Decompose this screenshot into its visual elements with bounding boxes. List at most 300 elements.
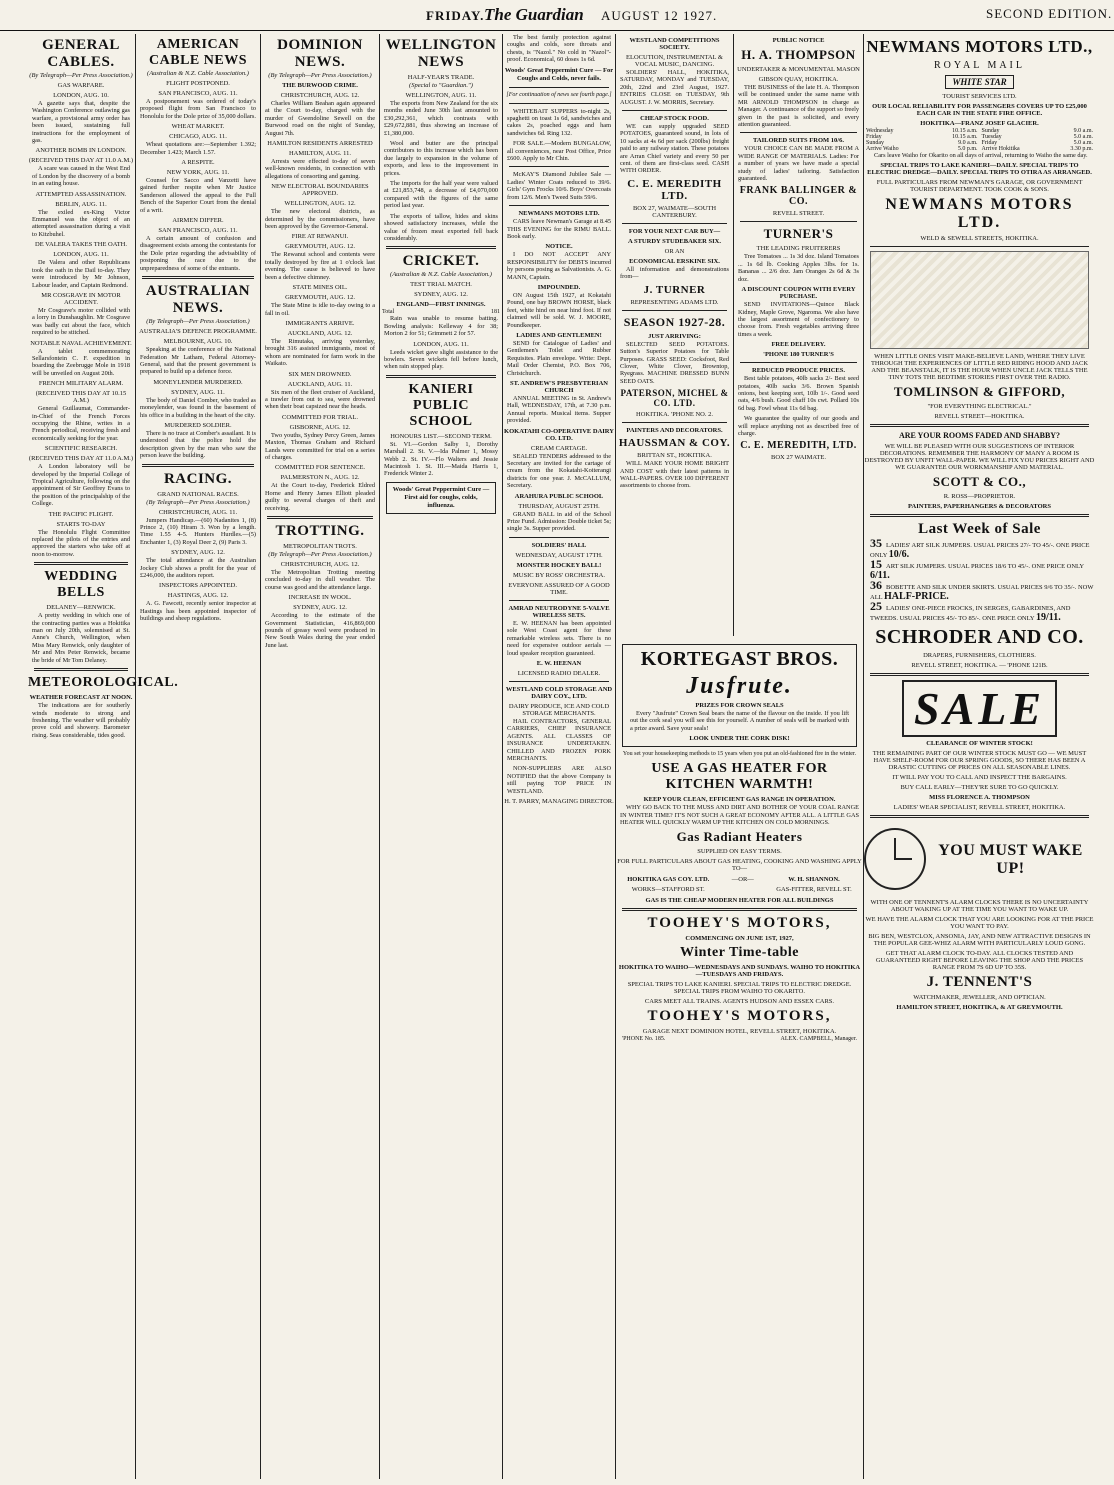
- ad-text: WE can supply upgraded SEED POTATOES, guaranteed sound, in lots of 10 sacks at 4s 6d per sack (200lbs) freight paid to any railway station. These potatoes are Arran Chief variety and every 50 per cent. of them are first-class seed. CASH WITH ORDER.: [620, 123, 729, 175]
- story-text: According to the estimate of the Government Statistician, 416,869,000 pounds of greasy wool were produced in New South Wales during the year ended June last.: [265, 612, 375, 649]
- story-text: The Metropolitan Trotting meeting concluded to-day in dull weather. The course was good and the attendance large.: [265, 569, 375, 591]
- sale-items-list: [864, 536, 1095, 624]
- story-text: Wheat quotations are:—September 1.392; December 1.423; March 1.57.: [140, 141, 256, 156]
- ad-text: YOUR CHOICE CAN BE MADE FROM A WIDE RANGE OF MATERIALS. Ladies: For a number of years we have made a special study of ladies' tailoring. Satisfaction guaranteed.: [738, 145, 859, 183]
- sale-item: [864, 599, 1095, 624]
- story-subheading: STARTS TO-DAY: [56, 520, 106, 528]
- timetable-time: 10.15 a.m.: [952, 128, 978, 134]
- story-heading: ANOTHER BOMB IN LONDON.: [35, 147, 127, 155]
- ad-text: SPECIAL TRIPS TO LAKE KANIERI. SPECIAL TRIPS TO ELECTRIC DREDGE. SPECIAL TRIPS FROM WAIHO TO OKARITO.: [627, 981, 852, 996]
- story-text: Leeds wicket gave slight assistance to the bowlers. Seven wickets fell before lunch, when rain stopped play.: [384, 348, 498, 371]
- total-value: 181: [491, 309, 500, 316]
- timetable-day: Friday: [866, 134, 882, 140]
- story-text: Wool and butter are the principal contributors to this increase which has been due largely to expansion in the volume of exports, and less to the improvement in prices.: [384, 140, 498, 177]
- story-dateline: (RECEIVED THIS DAY AT 11.0 A.M.): [28, 157, 134, 165]
- ad-text: THE BUSINESS of the late H. A. Thompson will be continued under the same name with MR ARNOLD THOMPSON in charge as Manager. A continuance of the support so freely given in the past is solicited, and every attention guaranteed.: [738, 84, 860, 129]
- story-heading: ATTEMPTED ASSASSINATION.: [35, 190, 127, 198]
- ad-business-name: HOKITIKA GAS COY. LTD.: [627, 876, 710, 884]
- divider: [622, 422, 727, 423]
- byline: (By Telegraph—Per Press Association.): [146, 318, 250, 326]
- story-subheading: DELANEY—RENWICK.: [46, 604, 116, 612]
- ad-subheading: JUST ARRIVING:: [648, 332, 701, 340]
- ad-address: GIBSON QUAY, HOKITIKA.: [758, 76, 839, 83]
- divider: [509, 103, 609, 104]
- ad-tagline: PAINTERS, PAPERHANGERS & DECORATORS: [908, 503, 1051, 511]
- ad-text: IT WILL PAY YOU TO CALL AND INSPECT THE BARGAINS.: [892, 774, 1067, 782]
- ad-text: SEALED TENDERS addressed to the Secretary are invited for the cartage of cream from the Kokatahi-Koiterangi districts for one year. J. McCALLUM, Secretary.: [507, 452, 611, 490]
- story-text: Arrests were effected to-day of seven well-known residents, in connection with allegations of consorting and gaming.: [265, 158, 375, 180]
- ad-heading: AMRAD NEUTRODYNE 5-VALVE WIRELESS SETS.: [508, 604, 610, 619]
- ad-business-name: W. H. SHANNON.: [788, 876, 840, 884]
- story-dateline: SYDNEY, AUG. 12.: [414, 291, 468, 299]
- ad-text: FOR FULL PARTICULARS ABOUT GAS HEATING, COOKING AND WASHING APPLY TO—: [617, 858, 862, 873]
- story-dateline: HASTINGS, AUG. 12.: [167, 592, 229, 600]
- ad-business-name: HAUSSMAN & COY.: [618, 437, 731, 450]
- story-text: A postponement was ordered of today's proposed flight from San Francisco to Honolulu for the Dole prize of 35,000 dollars.: [140, 98, 256, 120]
- story-heading: FLIGHT POSTPONED.: [166, 80, 230, 87]
- story-heading: HAMILTON RESIDENTS ARRESTED: [267, 140, 373, 148]
- ad-heading: Gas Radiant Heaters: [676, 829, 803, 845]
- ad-heading: ST. ANDREW'S PRESBYTERIAN CHURCH: [510, 380, 608, 394]
- ad-business-name: SCOTT & CO.,: [932, 474, 1027, 490]
- story-heading: AIRMEN DIFFER.: [172, 217, 224, 225]
- ad-subheading: EVERYONE ASSURED OF A GOOD TIME.: [508, 581, 610, 596]
- story-subheading: WEATHER FORECAST AT NOON.: [29, 694, 133, 702]
- ad-or: —OR—: [731, 876, 754, 884]
- ad-subheading: A DISCOUNT COUPON WITH EVERY PURCHASE.: [741, 286, 856, 301]
- story-text: A tablet commemorating Sellarsfontein C. F. expedition in boarding the Zeebrugge Mole in 1918 will be unveiled on August 20th.: [32, 347, 130, 377]
- ad-subheading: DAIRY PRODUCE, ICE AND COLD STORAGE MERCHANTS.: [508, 702, 610, 717]
- timetable-time: 10.15 a.m.: [952, 134, 978, 140]
- ad-text: Every "Jusfrute" Crown Seal bears the name of the flavour on the inside. If you lift out the cork seal you will see this for yourself. A number of seals will be marked with a prize award. Save your seals!: [630, 710, 849, 732]
- ad-text: SPECIAL TRIPS TO LAKE KANIERI—DAILY. SPECIAL TRIPS TO ELECTRIC DREDGE—DAILY. SPECIAL TRIPS TO OTIRA AS ARRANGED.: [867, 162, 1092, 177]
- ad-signature: H. T. PARRY, MANAGING DIRECTOR.: [504, 797, 614, 805]
- wide-ads-block: [615, 640, 863, 1479]
- ad-text: SEND INVITATIONS—Quince Black Kidney, Maple Grove, Ngaroma. We also have the largest assortment of confectionery to choose from. Fresh vegetables arriving three times a week.: [738, 301, 859, 338]
- ad-heading: LADIES AND GENTLEMEN!: [516, 331, 602, 339]
- ad-subheading: R. ROSS—PROPRIETOR.: [943, 493, 1016, 501]
- story-heading: GAS WARFARE.: [57, 82, 105, 89]
- story-heading: COMMITTED FOR SENTENCE.: [274, 464, 366, 472]
- sale-item-description: BOBETTE AND SILK UNDER SKIRTS. USUAL PRICES 9/6 TO 35/-. NOW ALL: [870, 584, 1094, 602]
- ad-heading: E. W. HEENAN: [536, 659, 582, 667]
- section-heading: WEDDING BELLS: [44, 569, 118, 601]
- ad-text: Best table potatoes, 40lb sacks 2/- Best seed potatoes, 40lb sacks 3/6. Brown Spanish onions, best keeping sort, 10lb 1/-. Good seed oats, 4/6 bush. Good chaff 10s cwt. Pollard 10s 6d bag. Fowl wheat 11s 6d bag.: [738, 375, 859, 412]
- timetable-day: Wednesday: [866, 128, 894, 134]
- story-text: At the Court to-day, Frederick Eldred Horne and Henry James Elliott pleaded guilty to several charges of theft and receiving.: [265, 482, 375, 512]
- story-dateline: WELLINGTON, AUG. 11.: [405, 92, 477, 99]
- story-text: Counsel for Sacco and Vanzetti have gained further respite when Mr Justice Sanderson allowed the appeal to the Full Bench of the Superior Court from the denial of a writ.: [140, 177, 256, 214]
- kortegast-ad: [622, 644, 857, 747]
- ad-subheading: COMMENCING ON JUNE 1ST, 1927,: [685, 935, 794, 943]
- column-classifieds-1: [502, 34, 615, 1479]
- ad-phone: 'PHONE 180 TURNER'S: [763, 351, 834, 359]
- sale-item-quantity: 25: [870, 599, 882, 614]
- column-dominion-news: [260, 34, 379, 1479]
- ad-subheading: DRAPERS, FURNISHERS, CLOTHIERS.: [923, 652, 1036, 660]
- bedtime-radio-illustration: [870, 251, 1089, 349]
- story-text: Rain was unable to resume batting. Bowling analysis: Kelleway 4 for 38; Morton 2 for 51; Grimmett 2 for 57.: [384, 315, 498, 338]
- story-text: Jumpers Handicap.—(60) Nadanites 1, (8) Prince 2, (10) Hiram 3. Won by a length. Time 1.55 4-5. Hunters Hurdles.—(5) Enchanter 1, (3) Royal Deer 2, (9) Paris 3.: [140, 516, 256, 546]
- sale-item-price: HALF-PRICE.: [884, 591, 949, 603]
- column-general-cables: [28, 34, 179, 1479]
- ad-heading: Last Week of Sale: [918, 521, 1041, 538]
- ad-text: SELECTED SEED POTATOES. Sutton's Superior Potatoes for Table Purposes. GRASS SEED: Cocksfoot, Red Clover, White Clover, Browntop, Ryegrass. MACHINE DRESSED BUNN SEED OATS.: [620, 340, 729, 385]
- sale-item-description: LADIES' ONE-PIECE FROCKS, IN SERGES, GABARDINES, AND TWEEDS. USUAL PRICES 45/- TO 85/-. ONE PRICE ONLY: [870, 605, 1071, 623]
- story-heading: A RESPITE.: [181, 159, 215, 167]
- byline: (By Telegraph—Per Press Association.): [29, 72, 133, 79]
- timetable-time: 9.0 a.m.: [1073, 128, 1093, 134]
- ad-text: ON August 15th 1927, at Kokatahi Pound, one bay BROWN HORSE, black feet, white hind on near hind foot. If not claimed will be sold. W. J. MOORE, Poundkeeper.: [507, 291, 611, 329]
- story-text: There is no trace at Comber's assailant. It is understood that the police hold the description given by the man who saw the person leave the building.: [140, 429, 256, 460]
- column-classifieds-3: [733, 34, 863, 636]
- divider: [34, 562, 128, 565]
- ad-text: CARS leave Newman's Garage at 8.45 THIS EVENING for the RIMU BALL. Book early.: [507, 218, 611, 240]
- story-dateline: GISBORNE, AUG. 12.: [289, 423, 351, 431]
- story-dateline: AUCKLAND, AUG. 11.: [287, 380, 353, 388]
- divider: [509, 205, 609, 206]
- ad-business-name: NEWMANS MOTORS LTD.: [885, 196, 1074, 232]
- story-text: The Honolulu Flight Committee replaced the pilots of the entries and approved the starters who take off at noon to-morrow.: [32, 528, 130, 558]
- section-heading: RACING.: [163, 470, 233, 487]
- timetable-day: Arrive Hokitika: [981, 146, 1020, 152]
- timetable-day: Sunday: [981, 128, 1000, 134]
- ad-address: HOKITIKA. 'PHONE NO. 2.: [636, 411, 713, 419]
- story-text: A. G. Fawcett, recently senior inspector at Hastings has been appointed inspector of buildings and sheep regulations.: [140, 600, 256, 623]
- ad-subheading: SUPPLIED ON EASY TERMS.: [697, 848, 782, 856]
- sale-item-description: ART SILK JUMPERS. USUAL PRICES 18/6 TO 45/-. ONE PRICE ONLY: [886, 563, 1084, 571]
- ad-text: HOKITIKA TO WAIHO—WEDNESDAYS AND SUNDAYS. WAIHO TO HOKITIKA—TUESDAYS AND FRIDAYS.: [618, 964, 861, 979]
- total-label: Total: [382, 309, 395, 316]
- ad-address: BRITTAN ST., HOKITIKA.: [637, 452, 712, 460]
- ad-subheading: PRIZES FOR CROWN SEALS: [695, 702, 784, 709]
- ad-subheading: LICENSED RADIO DEALER.: [517, 669, 601, 677]
- section-heading: WELLINGTON NEWS: [385, 37, 497, 70]
- story-heading: COMMITTED FOR TRIAL.: [282, 413, 358, 421]
- ad-subheading: THURSDAY, AUGUST 25TH.: [518, 502, 600, 510]
- ad-heading: Winter Time-table: [679, 945, 800, 961]
- alarm-clock-icon: [864, 828, 926, 890]
- sale-item-quantity: 35: [870, 536, 882, 551]
- ad-text: ANNUAL MEETING in St. Andrew's Hall, WEDNESDAY, 17th, at 7.30 p.m. Annual reports. Musical items. Supper provided.: [507, 395, 611, 425]
- story-dateline: WELLINGTON, AUG. 12.: [284, 200, 356, 208]
- story-text: Charles William Beahan again appeared at the Court to-day, charged with the murder of Gwendoline Sewell on the Burwood road on the night of Sunday, August 7th.: [265, 100, 375, 137]
- jusfrute-logo: Jusfrute.: [686, 673, 793, 699]
- ad-business-name: H. A. THOMPSON: [741, 47, 856, 62]
- story-text: Six men of the fleet cruiser of Auckland, a trawler from out to sea, were drowned when their boat capsized near the heads.: [265, 388, 375, 411]
- story-dateline: PALMERSTON N., AUG. 12.: [280, 474, 360, 482]
- ad-heading: NEWMANS MOTORS LTD.: [518, 210, 600, 218]
- sale-item-price: 10/6.: [888, 549, 910, 561]
- ad-heading: USE A GAS HEATER FOR KITCHEN WARMTH!: [651, 761, 828, 793]
- ad-heading: WESTLAND COLD STORAGE AND DAIRY COY., LTD.: [505, 685, 613, 700]
- timetable-time: 9.0 a.m.: [958, 140, 978, 146]
- timetable-time: 5.0 a.m.: [1073, 140, 1093, 146]
- ad-address: LADIES' WEAR SPECIALIST, REVELL STREET, HOKITIKA.: [893, 804, 1066, 812]
- story-text: The body of Daniel Comber, who traded as moneylender, was found in the basement of his office in a building in the heart of the city.: [140, 396, 256, 419]
- ad-text: WHEN LITTLE ONES VISIT MAKE-BELIEVE LAND, WHERE THEY LIVE THROUGH THE EXPERIENCES OF LITTLE RED RIDING HOOD AND JACK AND THE BEANSTALK, IT IS THE HOUR WHEN UNCLE JACK TELLS THE TINY TOTS THE BEDTIME STORIES FIRST OVER THE RADIO.: [870, 353, 1089, 382]
- ad-business-name: J. TENNENT'S: [926, 974, 1033, 991]
- divider: [509, 681, 609, 682]
- timetable-time: 5.0 a.m.: [1073, 134, 1093, 140]
- ad-subheading: ECONOMICAL ERSKINE SIX.: [629, 257, 720, 265]
- sale-item-quantity: 15: [870, 557, 882, 572]
- ad-text: Woods' Great Peppermint Cure — First aid for coughs, colds, influenza.: [392, 485, 490, 509]
- story-heading: HALF-YEAR'S TRADE.: [407, 74, 475, 81]
- story-heading: IMMIGRANTS ARRIVE.: [285, 319, 355, 327]
- story-text: A London laboratory will be developed by the Imperial College of Tropical Agriculture, following on the appointment of Sir Geoffrey Evans to the position of the principalship of the College.: [32, 463, 130, 508]
- ad-subheading: UNDERTAKER & MONUMENTAL MASON: [737, 66, 860, 73]
- masthead: [0, 0, 1114, 31]
- toohey-motors-heading: TOOHEY'S MOTORS,: [647, 915, 832, 932]
- story-text: A gazette says that, despite the Washington Conference outlawing gas warfare, a provisional army order has been issued, sustaining full instructions for the employment of gas.: [32, 100, 130, 145]
- story-dateline: NEW YORK, AUG. 11.: [166, 169, 230, 177]
- ad-address: BOX 27 WAIMATE.: [771, 454, 826, 462]
- divider: [740, 132, 857, 133]
- byline: (Special to "Guardian."): [409, 82, 473, 89]
- story-text: The exports from New Zealand for the six months ended June 30th last amounted to £30,292,361, which contrasts with £29,672,881, thus showing an increase of £1,380,000.: [384, 100, 498, 137]
- ad-heading: TAILORED SUITS FROM 10/6.: [753, 137, 844, 145]
- innings-heading: ENGLAND—FIRST INNINGS.: [396, 301, 486, 309]
- masthead-paper-title: The Guardian: [484, 5, 584, 24]
- ad-text: WE WILL BE PLEASED WITH OUR SUGGESTIONS OF INTERIOR DECORATIONS. REMEMBER THE HARMONY OF MANY A ROOM IS DESTROYED BY UNFIT WALL-PAPER. WE WILL FIX YOU PRICES RIGHT AND WE GUARANTEE OUR WORKMANSHIP AND MATERIAL.: [864, 443, 1095, 472]
- story-heading: THE BURWOOD CRIME.: [282, 82, 358, 89]
- ad-text: The best family protection against coughs and colds, sore throats and chests, is "Nazol." No cold in "Nazol"-proof. Economical, 60 doses 1s 6d.: [507, 34, 611, 64]
- section-heading: KANIERI PUBLIC SCHOOL: [408, 381, 474, 429]
- story-text: The State Mine is idle to-day owing to a fall in oil.: [265, 302, 375, 317]
- divider: [509, 537, 609, 538]
- ad-heading: REDUCED PRODUCE PRICES.: [752, 367, 845, 375]
- ad-text: I DO NOT ACCEPT ANY RESPONSIBILITY for DEBTS incurred by persons posing as Salvationists. A. G. MANN, Captain.: [507, 251, 611, 281]
- ad-text: WE HAVE THE ALARM CLOCK THAT YOU ARE LOOKING FOR AT THE PRICE YOU WANT TO PAY.: [865, 916, 1094, 931]
- story-dateline: SYDNEY, AUG. 12.: [293, 604, 347, 612]
- ad-heading: MONSTER HOCKEY BALL!: [516, 561, 602, 569]
- column-wellington-news: [379, 34, 502, 1479]
- story-text: A scare was caused in the West End of London by the discovery of a bomb in an eating house.: [32, 165, 130, 188]
- masthead-edition: SECOND EDITION.: [986, 6, 1113, 21]
- story-heading: NOTABLE NAVAL ACHIEVEMENT.: [30, 339, 132, 347]
- ad-text: Tree Tomatoes ... 1s 3d doz. Island Tomatoes ... 1s 6d lb. Cooking Apples 3lbs. for 1s. Bananas ... 2/6 doz. Jam Oranges 2s 6d & 3s doz.: [738, 253, 859, 283]
- section-heading: CRICKET.: [402, 253, 480, 270]
- ad-address: REVELL STREET, HOKITIKA. — 'PHONE 121B.: [911, 662, 1048, 670]
- ad-text: BUY CALL EARLY—THEY'RE SURE TO GO QUICKLY.: [900, 784, 1059, 792]
- story-dateline: (RECEIVED THIS DAY AT 11.0 A.M.): [28, 455, 134, 463]
- ad-heading: IMPOUNDED.: [537, 283, 581, 291]
- divider: [509, 87, 609, 88]
- story-text: General Guillaumat, Commander-in-Chief of the French Forces occupying the Rhine, writes in a French periodical, receiving fresh and economically seeking for the year.: [32, 405, 130, 442]
- ad-signature: ALEX. CAMPBELL, Manager.: [780, 1036, 857, 1043]
- ad-text: WHY GO BACK TO THE MUSS AND DIRT AND BOTHER OF YOUR COAL RANGE IN WINTER TIME? IT'S NOT SUCH A GREAT ECONOMY AFTER ALL. A LITTLE GAS HEATER WILL QUICKLY WARM UP THE KITCHEN ON COLD MORNINGS.: [620, 804, 859, 827]
- timetable-outbound: [864, 128, 980, 152]
- story-text: De Valera and other Republicans took the oath in the Dail to-day. They were introduced by Mr Johnson, Labour leader, and Captain Redmond.: [32, 259, 130, 289]
- divider: [509, 600, 609, 601]
- divider: [386, 246, 496, 249]
- story-dateline: CHRISTCHURCH, AUG. 12.: [280, 561, 360, 568]
- ad-address: REPRESENTING ADAMS LTD.: [630, 298, 719, 306]
- ad-text: FOR SALE.—Modern BUNGALOW, all conveniences, near Post Office, Price £600. Apply to Mr Chin.: [507, 140, 611, 163]
- ad-heading: FOR YOUR NEXT CAR BUY—: [628, 227, 721, 235]
- ad-text: WHITEBAIT SUPPERS to-night 2s, spaghetti on toast 1s 6d, sandwiches and cakes 2s, poached eggs and ham sandwiches 6d. Ring 132.: [507, 107, 611, 137]
- timetable-day: Friday: [981, 140, 998, 146]
- ad-address: REVELL STREET.: [772, 210, 825, 218]
- story-text: The imports for the half year were valued at £21,853,748, a decrease of £4,070,000 compared with the figures of the same period last year.: [384, 180, 498, 210]
- story-text: Two youths, Sydney Percy Green, James Maxton, Thomas Graham and Richard Lands were committed for trial on a series of charges.: [265, 431, 375, 461]
- story-dateline: LONDON, AUG. 11.: [53, 251, 109, 259]
- timetable-time: 3.30 p.m.: [1070, 146, 1093, 152]
- ad-subheading: FREE DELIVERY.: [771, 341, 826, 349]
- ad-text: WITH ONE OF TENNENT'S ALARM CLOCKS THERE IS NO UNCERTAINTY ABOUT WAKING UP AT THE TIME YOU WANT TO WAKE UP.: [870, 899, 1089, 914]
- divider: [740, 221, 857, 222]
- story-text: The indications are for southerly winds moderate to strong and freshening. The weather will probably prove cold and showery. Barometer rising. Seas considerable, tides good.: [32, 702, 130, 739]
- ad-text: You set your housekeeping methods to 15 years when you put an old-fashioned fire in the winter.: [622, 751, 857, 758]
- ad-subheading: ELOCUTION, INSTRUMENTAL & VOCAL MUSIC, DANCING.: [626, 54, 723, 68]
- ad-heading: SEASON 1927-28.: [623, 314, 726, 329]
- ad-subheading: CLEARANCE OF WINTER STOCK!: [926, 740, 1033, 748]
- story-heading: METROPOLITAN TROTS.: [283, 543, 357, 550]
- timetable-day: Tuesday: [981, 134, 1002, 140]
- ad-text: Cars leave Waiho for Okarito on all days of arrival, returning to Waiho the same day.: [874, 152, 1088, 159]
- ad-business-name: TOMLINSON & GIFFORD,: [893, 384, 1066, 400]
- ad-subheading: CREAM CARTAGE.: [530, 444, 588, 452]
- ad-subheading: MUSIC BY ROSS' ORCHESTRA.: [513, 571, 605, 579]
- masthead-day: FRIDAY.: [426, 8, 485, 23]
- ad-text: GRAND BALL in aid of the School Prize Fund. Admission: Double ticket 5s; single 3s. Supper provided.: [507, 510, 611, 533]
- story-dateline: GREYMOUTH, AUG. 12.: [285, 243, 355, 251]
- ad-text: E. W. HEENAN has been appointed sole West Coast agent for these remarkable wireless sets. There is no need for expensive outdoor aerials — loud speaker reception guaranteed.: [507, 619, 611, 657]
- ad-text: WILL MAKE YOUR HOME BRIGHT AND COST with their latest patterns in WALL-PAPERS. OVER 100 DIFFERENT assortments to choose from.: [620, 460, 729, 490]
- story-dateline: SAN FRANCISCO, AUG. 11.: [158, 227, 238, 235]
- divider: [386, 375, 496, 378]
- section-heading: TROTTING.: [275, 523, 365, 539]
- divider: [622, 310, 727, 311]
- story-text: The Rewanui school and contents were totally destroyed by fire at 1 o'clock last evening. The cause is believed to have been a defective chimney.: [265, 251, 375, 281]
- ad-subheading: THE LEADING FRUITERERS: [756, 245, 841, 253]
- story-dateline: AUCKLAND, AUG. 12.: [287, 329, 353, 337]
- story-heading: MR COSGRAVE IN MOTOR ACCIDENT.: [41, 291, 121, 306]
- sale-item: [864, 578, 1095, 603]
- story-dateline: MELBOURNE, AUG. 10.: [163, 338, 233, 346]
- ad-text: SEND for Catalogue of Ladies' and Gentlemen's Toilet and Rubber Requisites. Plain envelope. Write: Dept. Mail Order Chemist, P.O. Box 706, Christchurch.: [507, 339, 611, 377]
- story-heading: MONEYLENDER MURDERED.: [153, 378, 243, 386]
- ad-text: GET THAT ALARM CLOCK TO-DAY. ALL CLOCKS TESTED AND GUARANTEED RIGHT BEFORE LEAVING THE SHOP AND THE PRICES RANGE FROM 7S 6D UP TO 35S.: [875, 950, 1084, 972]
- ad-heading: PUBLIC NOTICE: [772, 37, 825, 44]
- divider: [870, 424, 1089, 427]
- timetable-return: [980, 128, 1096, 152]
- story-heading: SIX MEN DROWNED.: [288, 370, 352, 378]
- story-heading: SCIENTIFIC RESEARCH.: [44, 445, 118, 453]
- divider: [267, 516, 373, 519]
- ad-business-name: FRANK BALLINGER & CO.: [739, 185, 858, 208]
- ad-business-name: C. E. MEREDITH LTD.: [627, 177, 722, 202]
- toohey-motors-heading: TOOHEY'S MOTORS,: [647, 1008, 832, 1025]
- ad-subheading: ROYAL MAIL: [933, 60, 1025, 71]
- sale-banner: SALE: [902, 680, 1057, 737]
- ad-business-name: NEWMANS MOTORS LTD.,: [866, 37, 1093, 56]
- ad-text: HAIL CONTRACTORS, GENERAL CARRIERS, CHIEF INSURANCE AGENTS. ALL CLASSES OF INSURANCE UNDERTAKEN. CHILLED AND FROZEN PORK MERCHANTS.: [507, 717, 611, 762]
- column-american-australian-news: [135, 34, 260, 1479]
- story-text: St. VI.—Gordon Salby 1, Dorothy Marshall 2. St. V.—Ida Palmer 1, Mossy Webb 2. St. IV.—Flo Walters and Jessie Macintosh 1. St. III.—Maida Harris 1, Frederick Winter 2.: [384, 440, 498, 478]
- white-star-badge: WHITE STAR: [945, 75, 1013, 89]
- ad-text: BIG BEN, WESTCLOX, ANSONIA, JAY, AND NEW ATTRACTIVE DESIGNS IN THE POPULAR GEE-WHIZ ALARM WITH PARTICULARLY LOUD GONG.: [868, 933, 1091, 948]
- divider: [622, 223, 727, 224]
- ad-business-name: MISS FLORENCE A. THOMPSON: [929, 794, 1030, 802]
- ad-text: SOLDIERS' HALL, HOKITIKA, SATURDAY, MONDAY and TUESDAY, 20th, 22nd and 23rd August, 1927. ENTRIES CLOSE on TUESDAY, 9th AUGUST. J. W. MORRIS, Secretary.: [620, 69, 729, 106]
- ad-text: THE REMAINING PART OF OUR WINTER STOCK MUST GO — WE MUST HAVE SHELF-ROOM FOR OUR SPRING GOODS, SO THERE HAS BEEN A DRASTIC CUTTING OF PRICES ON ALL SEASONABLE LINES.: [872, 750, 1087, 772]
- byline: (By Telegraph—Per Press Association.): [268, 72, 372, 79]
- story-text: Speaking at the conference of the National Federation Mr Latham, Federal Attorney-General, said that the present government is prepared to build up a defence force.: [140, 346, 256, 376]
- ad-address: BOX 27, WAIMATE—SOUTH CANTERBURY.: [632, 204, 717, 219]
- ad-heading: ARE YOUR ROOMS FADED AND SHABBY?: [898, 431, 1061, 441]
- story-heading: NEW ELECTORAL BOUNDARIES APPROVED.: [271, 183, 369, 198]
- story-text: The Rimutaka, arriving yesterday, brought 316 assisted immigrants, most of whom are nominated for farm work in the Waikato.: [265, 337, 375, 368]
- ad-subheading: WATCHMAKER, JEWELLER, AND OPTICIAN.: [913, 994, 1046, 1002]
- ad-business-name: C. E. MEREDITH, LTD.: [740, 440, 857, 452]
- section-heading: DOMINION NEWS.: [277, 37, 363, 70]
- ad-text: We guarantee the quality of our goods and will replace anything not as described free of charge.: [738, 415, 859, 437]
- story-heading: THE PACIFIC FLIGHT.: [48, 510, 114, 518]
- ad-heading: KOKATAHI CO-OPERATIVE DAIRY CO. LTD.: [504, 427, 614, 442]
- story-dateline: (RECEIVED THIS DAY AT 10.15 A.M.): [35, 390, 127, 405]
- ad-heading: CHEAP STOCK FOOD.: [640, 115, 709, 123]
- ad-address: REVELL STREET—HOKITIKA.: [934, 413, 1025, 421]
- byline: (By Telegraph—Per Press Association.): [146, 498, 250, 506]
- story-heading: INCREASE IN WOOL.: [288, 594, 352, 602]
- ad-business-name: KORTEGAST BROS.: [640, 648, 839, 670]
- divider: [740, 362, 857, 363]
- story-dateline: CHRISTCHURCH, AUG. 12.: [280, 92, 360, 99]
- ad-subheading: TOURIST SERVICES LTD.: [942, 93, 1017, 100]
- byline: (By Telegraph—Per Press Association.): [268, 551, 372, 558]
- ad-tagline: LOOK UNDER THE CORK DISK!: [689, 735, 790, 743]
- story-heading: MURDERED SOLDIER.: [164, 421, 232, 429]
- section-heading: GENERAL CABLES.: [42, 37, 120, 70]
- continuation-notice: [For continuation of news see fourth page.]: [506, 91, 612, 98]
- story-text: A certain amount of confusion and disagreement exists among the contestants for the Dole prize regarding the advisability of postponing the race due to the unpreparedness of some of the entrants.: [140, 235, 256, 272]
- ad-business-name: PATERSON, MICHEL & CO. LTD.: [620, 388, 729, 409]
- ad-text: OUR LOCAL RELIABILITY FOR PASSENGERS COVERS UP TO £25,000 EACH CAR IN THE STATE FIRE OFFICE.: [872, 103, 1087, 117]
- story-heading: TEST TRIAL MATCH.: [410, 281, 472, 289]
- section-heading: AUSTRALIAN NEWS.: [145, 283, 251, 317]
- ad-business-name: J. TURNER: [643, 283, 706, 296]
- divider: [142, 464, 254, 467]
- ad-subheading: OR AN: [664, 247, 685, 255]
- story-dateline: CHRISTCHURCH, AUG. 11.: [158, 508, 238, 516]
- ad-address: GARAGE NEXT DOMINION HOTEL, REVELL STREET, HOKITIKA.: [642, 1028, 837, 1036]
- ad-subheading: WEDNESDAY, AUGUST 17TH.: [515, 551, 603, 559]
- divider: [509, 166, 609, 167]
- story-text: A pretty wedding in which one of the contracting parties was a Hokitika man on July 20th, solemnised at St. Anne's Church, Wellington, when Miss Mary Renwick, only daughter of Mr and Mrs Peter Renwick, became the bride of Mr Tom Delaney.: [32, 612, 130, 664]
- divider: [142, 276, 254, 279]
- divider: [622, 908, 857, 911]
- ad-text: McKAY'S Diamond Jubilee Sale — Ladies' Winter Coats reduced to 39/6. Girls' Gym Frocks 10/6. Boys' Overcoats from 12/6. Men's Tweed Suits 59/6.: [507, 171, 611, 201]
- ad-heading: WESTLAND COMPETITIONS SOCIETY.: [629, 37, 720, 51]
- sale-item-price: 19/11.: [1036, 612, 1061, 624]
- sale-item-price: 6/11.: [870, 570, 890, 582]
- story-heading: WHEAT MARKET.: [171, 123, 225, 131]
- story-dateline: BERLIN, AUG. 11.: [55, 200, 107, 208]
- ad-heading: NOTICE.: [545, 243, 573, 251]
- ad-heading: ARAHURA PUBLIC SCHOOL: [514, 492, 604, 500]
- story-dateline: CHICAGO, AUG. 11.: [169, 133, 227, 141]
- story-heading: GRAND NATIONAL RACES.: [157, 490, 239, 498]
- divider: [870, 673, 1089, 676]
- story-heading: AUSTRALIA'S DEFENCE PROGRAMME.: [139, 328, 257, 336]
- ad-address: WELD & SEWELL STREETS, HOKITIKA.: [920, 235, 1039, 243]
- ad-text: CARS MEET ALL TRAINS. AGENTS HUDSON AND ESSEX CARS.: [644, 998, 835, 1006]
- sale-item: [864, 536, 1095, 561]
- divider: [870, 514, 1089, 517]
- story-dateline: GREYMOUTH, AUG. 12.: [285, 294, 355, 302]
